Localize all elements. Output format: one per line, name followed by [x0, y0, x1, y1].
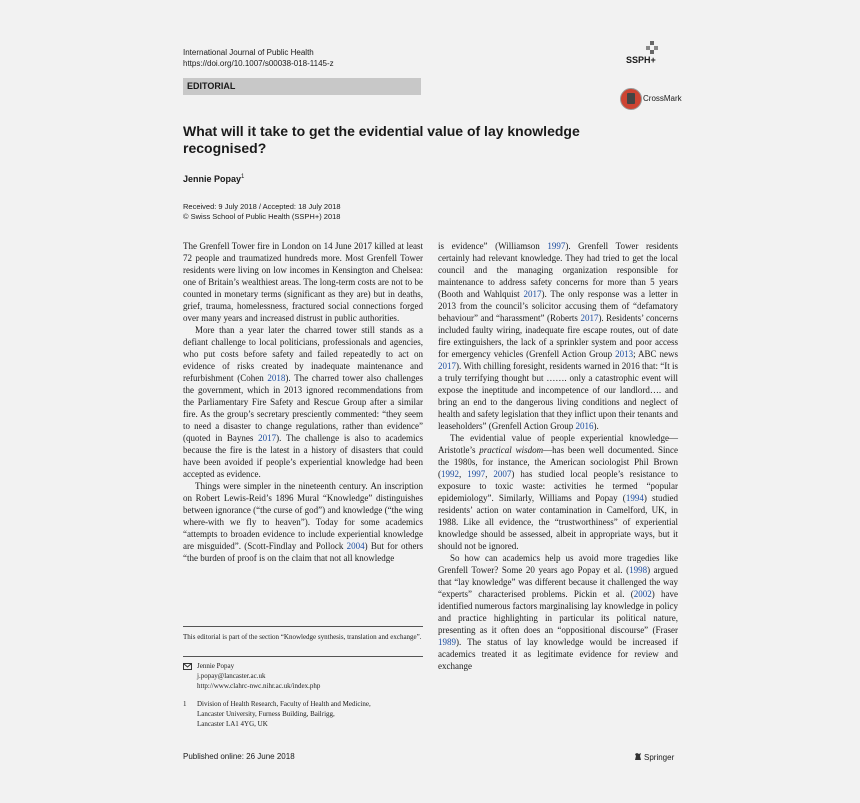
contact-divider [183, 656, 423, 657]
copyright-line: © Swiss School of Public Health (SSPH+) 2018 [183, 212, 341, 221]
paragraph: The evidential value of people experiential knowledge—Aristotle’s practical wisdom—has been well documented. Since the 1980s, for instance, the American sociologist Phil Brown (1992, 1997, 2007) has studied local people’s resistance to exposure to toxic waste: activities he termed “popular epidemiology”. Similarly, Williams and Popay (1994) studied residents’ action on water contamination in Camelford, UK, in 1988. Like all evidence, the “trustworthiness” of experiential knowledge should be assessed, albeit in appropriate ways, but it should not be ignored. [438, 433, 679, 551]
citation-link[interactable]: 2017 [580, 313, 599, 323]
section-label-bar [183, 78, 421, 95]
affiliation-sup: 1 [183, 700, 187, 708]
ssph-logo-text: SSPH+ [626, 55, 656, 65]
publisher-logo [634, 752, 674, 762]
ssph-logo [626, 41, 682, 71]
section-label: EDITORIAL [187, 81, 236, 91]
crossmark-button[interactable] [620, 88, 690, 110]
citation-link[interactable]: 2017 [523, 289, 542, 299]
paragraph: Things were simpler in the nineteenth century. An inscription on Robert Lewis-Reid’s 1896 Mural “Knowledge” distinguishes between ignorance (“the curse of god”) and knowledge (“the wing where-with we fly to heaven”). Today for some academics “attempts to broaden evidence to include experiential knowledge are misguided”. (Scott-Findlay and Pollock 2004) But for others “the burden of proof is on the claim that not all knowledge [183, 481, 423, 563]
citation-link[interactable]: 2017 [438, 361, 456, 371]
journal-name: International Journal of Public Health [183, 48, 314, 57]
citation-link[interactable]: 1992 [441, 469, 459, 479]
affiliation-line: Division of Health Research, Faculty of Health and Medicine, [197, 700, 371, 708]
contact-email-link[interactable]: j.popay@lancaster.ac.uk [197, 672, 266, 680]
citation-link[interactable]: 1989 [438, 637, 456, 647]
footnote-divider [183, 626, 423, 627]
publisher-name: Springer [644, 753, 675, 762]
received-accepted-dates: Received: 9 July 2018 / Accepted: 18 July 2018 [183, 202, 341, 211]
citation-link[interactable]: 2018 [267, 373, 286, 383]
affiliation-entry [183, 699, 423, 729]
citation-link[interactable]: 1997 [547, 241, 566, 251]
right-column [438, 240, 678, 672]
citation-link[interactable]: 1994 [625, 493, 644, 503]
citation-link[interactable]: 2017 [258, 433, 277, 443]
citation-link[interactable]: 1998 [629, 565, 648, 575]
crossmark-icon [620, 88, 642, 110]
springer-horse-icon [634, 752, 642, 761]
article-dates [183, 202, 341, 222]
affiliation-line: Lancaster LA1 4YG, UK [197, 720, 268, 728]
citation-link[interactable]: 2013 [615, 349, 634, 359]
contact-name: Jennie Popay [197, 662, 235, 670]
paragraph: So how can academics help us avoid more tragedies like Grenfell Tower? Some 20 years ago Popay et al. (1998) argued that “lay knowledge” was different because it challenged the way “experts” characterised problems. Pickin et al. (2002) have identified numerous factors marginalising lay knowledge in policy and practice highlighting in particular its political nature, presenting as it often does an “oppositional discourse” (Fraser 1989). The status of lay knowledge would be increased if academics treated it as legitimate evidence for review and exchange [438, 553, 678, 671]
paragraph: is evidence” (Williamson 1997). Grenfell Tower residents certainly had relevant knowledge. They had tried to get the local council and the managing organization responsible for maintenance to address safety concerns for more than 5 years (Booth and Wahlquist 2017). The only response was a letter in 2013 from the council’s solicitor accusing them of “defamatory behaviour” and “harassment” (Roberts 2017). Residents’ concerns included faulty wiring, inadequate fire escape routes, out of date fire extinguishers, the lack of a sprinkler system and poor access for emergency vehicles (Grenfell Action Group 2013; ABC news 2017). With chilling foresight, residents warned in 2016 that: “It is a truly terrifying thought but ……. only a catastrophic event will expose the ineptitude and incompetence of our landlord…. and bring an end to the dangerous living conditions and neglect of health and safety legislation that they inflict upon their tenants and leaseholders” (Grenfell Action Group 2016). [438, 241, 678, 431]
section-note: This editorial is part of the section “Knowledge synthesis, translation and exchange”. [183, 633, 422, 641]
author-line [183, 174, 244, 184]
author-contact-block [183, 661, 423, 729]
paragraph: More than a year later the charred tower still stands as a defiant challenge to local politicians, professionals and agencies, who put costs before safety and failed repeatedly to act on evidence of risks created by inadequate maintenance and refurbishment (Cohen 2018). The charred tower also challenges the government, which in 2013 ignored recommendations from the Parliamentary Fire Safety and Rescue Group after a similar fire. As the group’s secretary presciently commented: “they seem to need a disaster to change regulations, rather than evidence” (quoted in Baynes 2017). The challenge is also to academics because the fire is the latest in a history of disasters that could have been avoided if people’s experiential knowledge had been accepted as evidence. [183, 325, 423, 479]
published-online-date: Published online: 26 June 2018 [183, 752, 295, 761]
affiliation-line: Lancaster University, Furness Building, Bailrigg, [197, 710, 335, 718]
author-affiliation-sup: 1 [241, 174, 245, 180]
contact-url-link[interactable]: http://www.clahrc-nwc.nihr.ac.uk/index.php [197, 682, 321, 690]
journal-header [183, 47, 334, 69]
crossmark-label: CrossMark [643, 94, 682, 103]
paragraph: The Grenfell Tower fire in London on 14 June 2017 killed at least 72 people and traumatized hundreds more. Most Grenfell Tower residents were living on low incomes in Kensington and Chelsea: one of Britain’s wealthiest areas. The long-term costs are not to be counted in monetary terms (significant as they are) but in deaths, grief, trauma, homelessness, fractured social connections forged over many years and increased distrust in public authorities. [183, 241, 423, 323]
citation-link[interactable]: 2016 [575, 421, 594, 431]
author-name: Jennie Popay [183, 174, 242, 184]
journal-doi-link[interactable]: https://doi.org/10.1007/s00038-018-1145-z [183, 59, 334, 68]
citation-link[interactable]: 2004 [346, 541, 365, 551]
envelope-icon [183, 663, 192, 670]
contact-entry [183, 661, 423, 691]
article-title: What will it take to get the evidential value of lay knowledge recognised? [183, 123, 580, 156]
citation-link[interactable]: 2002 [633, 589, 652, 599]
ssph-logo-icon [644, 41, 660, 55]
left-column [183, 240, 423, 564]
citation-link[interactable]: 2007 [493, 469, 512, 479]
citation-link[interactable]: 1997 [467, 469, 486, 479]
